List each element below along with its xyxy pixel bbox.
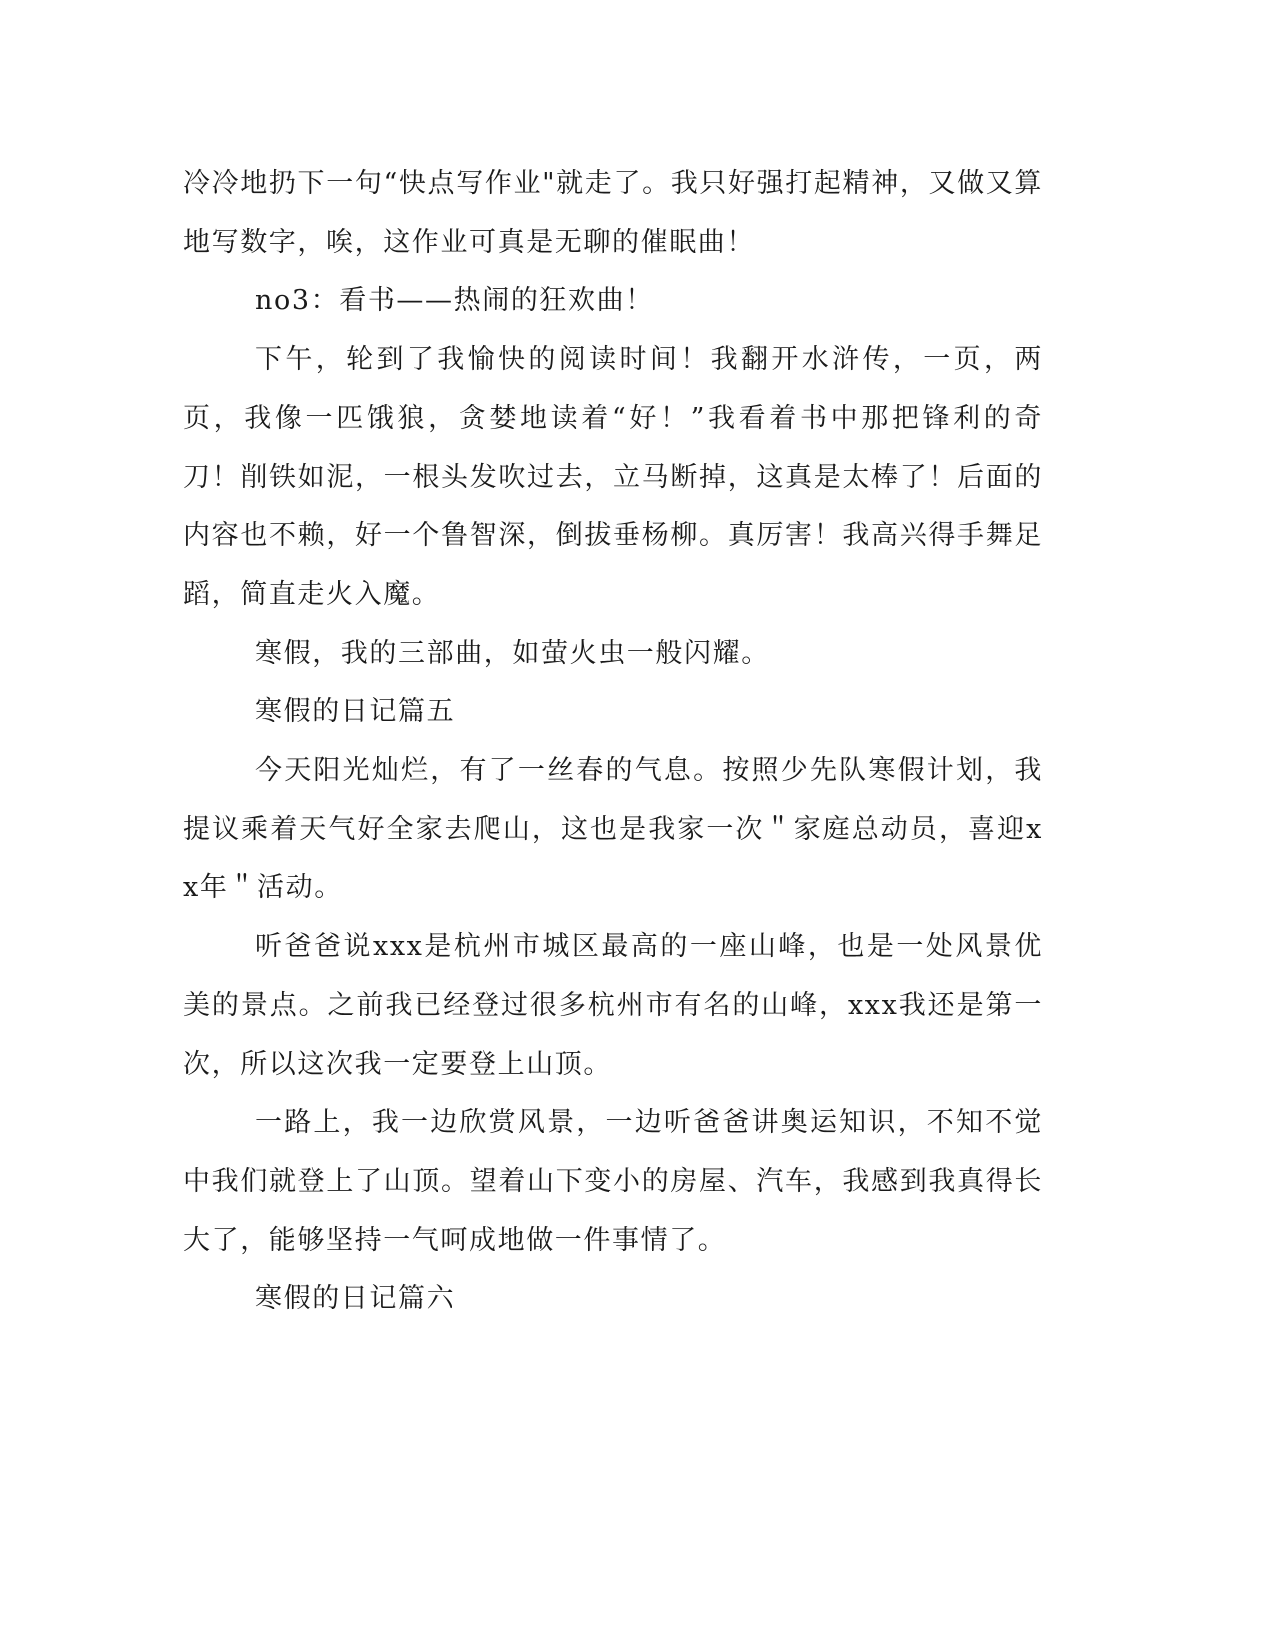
heading-diary-five: 寒假的日记篇五 (255, 696, 456, 728)
paragraph-summit: 一路上，我一边欣赏风景，一边听爸爸讲奥运知识，不知不觉中我们就登上了山顶。望着山下变小的房屋、汽车，我感到我真得长大了，能够坚持一气呵成地做一件事情了。 (183, 1107, 1043, 1256)
paragraph-reading: 下午，轮到了我愉快的阅读时间！我翻开水浒传，一页，两页，我像一匹饿狼，贪婪地读着“好！”我看着书中那把锋利的奇刀！削铁如泥，一根头发吹过去，立马断掉，这真是太棒了！后面的内容也不赖，好一个鲁智深，倒拔垂杨柳。真厉害！我高兴得手舞足蹈，简直走火入魔。 (183, 344, 1043, 610)
paragraph-homework-end: 冷冷地扔下一句“快点写作业"就走了。我只好强打起精神，又做又算地写数字，唉，这作业可真是无聊的催眠曲！ (183, 168, 1043, 258)
document-body (183, 155, 1043, 1329)
paragraph-mountain: 听爸爸说xxx是杭州市城区最高的一座山峰，也是一处风景优美的景点。之前我已经登过很多杭州市有名的山峰，xxx我还是第一次，所以这次我一定要登上山顶。 (183, 931, 1043, 1080)
paragraph-sunny-day: 今天阳光灿烂，有了一丝春的气息。按照少先队寒假计划，我提议乘着天气好全家去爬山，这也是我家一次＂家庭总动员，喜迎xx年＂活动。 (183, 755, 1043, 904)
paragraph-trilogy: 寒假，我的三部曲，如萤火虫一般闪耀。 (255, 637, 770, 669)
heading-diary-six: 寒假的日记篇六 (255, 1283, 456, 1315)
paragraph-no3-heading: no3：看书——热闹的狂欢曲！ (255, 285, 654, 317)
